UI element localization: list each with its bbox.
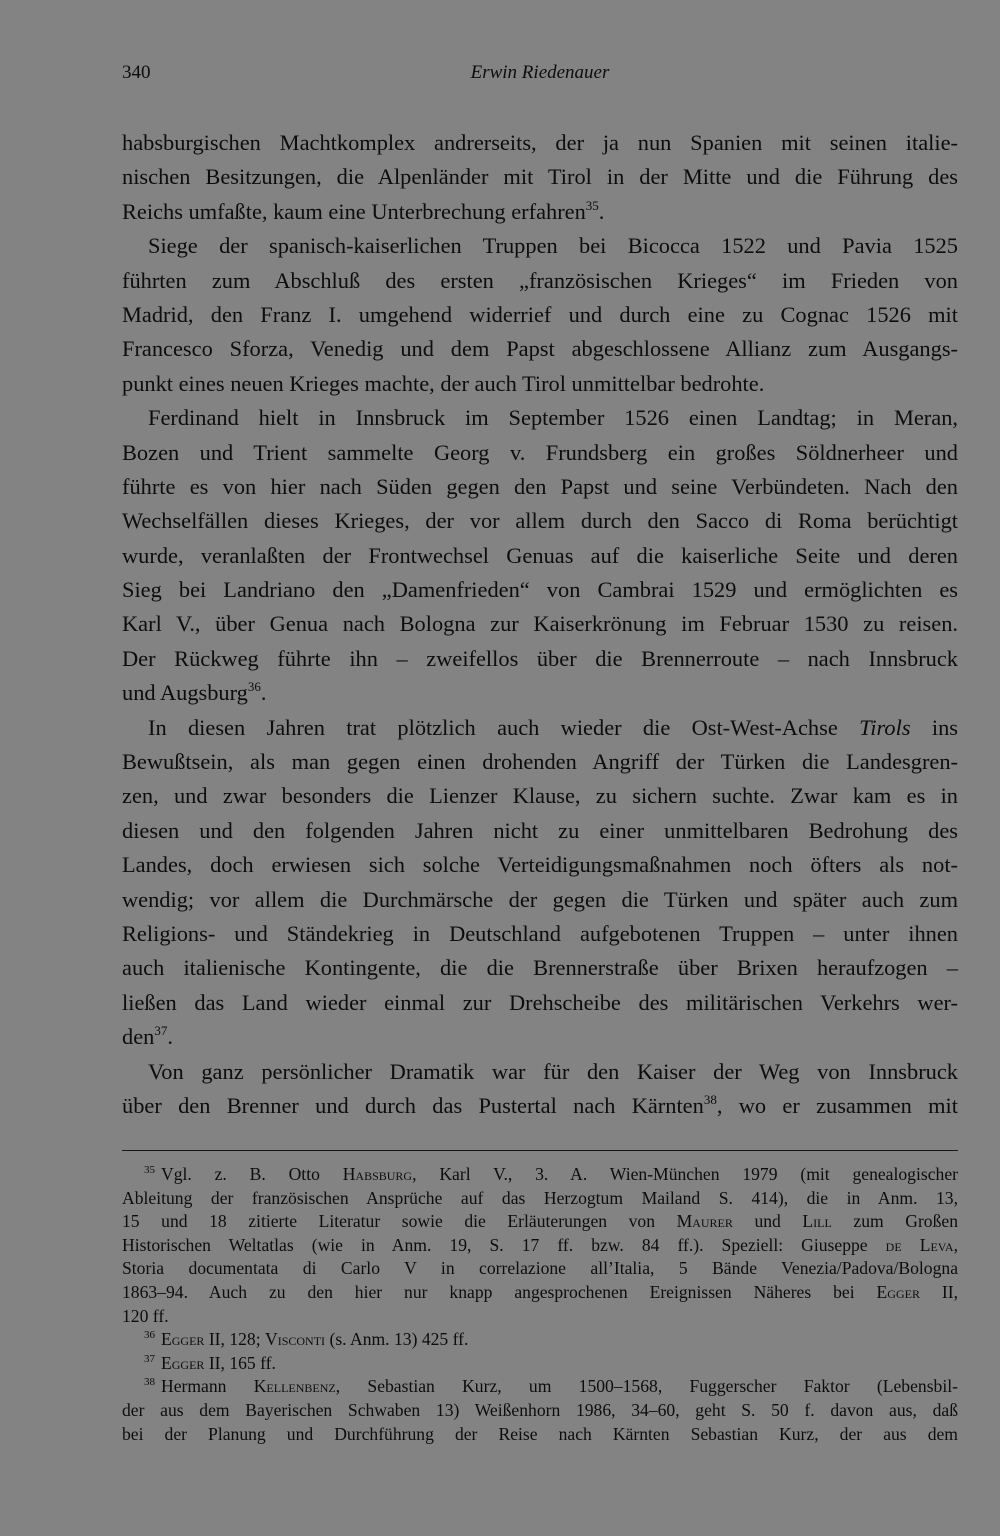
text-line: punkt eines neuen Krieges machte, der auch Tirol unmittelbar bedrohte. [122, 370, 765, 396]
footnote-line: Historischen Weltatlas (wie in Anm. 19, S. 17 ff. bzw. 84 ff.). Speziell: Giuseppe de Leva, [122, 1234, 958, 1255]
text-line: wendig; vor allem die Durchmärsche der gegen die Türken und später auch zum [122, 886, 958, 912]
text-line: zen, und zwar besonders die Lienzer Klause, zu sichern suchte. Zwar kam es in [122, 783, 958, 809]
footnote-35: $^{35}$ Vgl. z. B. Otto Habsburg, Karl V., 3. A. Wien-München 1979 (mit genealogischer [144, 1164, 958, 1184]
text-line: Francesco Sforza, Venedig und dem Papst abgeschlossene Allianz zum Ausgangs- [122, 336, 958, 362]
footnote-line: 1863–94. Auch zu den hier nur knapp angesprochenen Ereignissen Näheres bei Egger II, [122, 1281, 959, 1302]
footnotes [122, 1163, 958, 1446]
text-line: auch italienische Kontingente, die die Brennerstraße über Brixen heraufzogen – [122, 955, 958, 981]
text-line: Reichs umfaßte, kaum eine Unterbrechung erfahren$^{35}$. [122, 197, 605, 224]
footnote-divider [122, 1150, 958, 1151]
main-text [122, 126, 958, 1123]
text-line: und Augsburg$^{36}$. [122, 679, 267, 706]
page-number: 340 [122, 62, 151, 83]
text-line: Von ganz persönlicher Dramatik war für den Kaiser der Weg von Innsbruck [148, 1058, 958, 1084]
text-line: Landes, doch erwiesen sich solche Verteidigungsmaßnahmen noch öfters als not- [122, 852, 958, 878]
footnote-ref[interactable]: 36 [247, 679, 261, 695]
footnote-ref[interactable]: 38 [703, 1091, 717, 1107]
text-line: Der Rückweg führte ihn – zweifellos über die Brennerroute – nach Innsbruck [122, 645, 958, 671]
text-line: Sieg bei Landriano den „Damenfrieden“ von Cambrai 1529 und ermöglichten es [122, 577, 958, 603]
footnote-line: bei der Planung und Durchführung der Reise nach Kärnten Sebastian Kurz, der aus dem [122, 1423, 958, 1444]
text-line: Siege der spanisch-kaiserlichen Truppen bei Bicocca 1522 und Pavia 1525 [148, 233, 958, 259]
text-line: führte es von hier nach Süden gegen den Papst und seine Verbündeten. Nach den [122, 473, 958, 499]
text-line: Bozen und Trient sammelte Georg v. Frundsberg ein großes Söldnerheer und [122, 439, 958, 465]
text-line: über den Brenner und durch das Pustertal nach Kärnten$^{38}$, wo er zusammen mit [122, 1091, 958, 1118]
text-line: Karl V., über Genua nach Bologna zur Kaiserkrönung im Februar 1530 zu reisen. [122, 611, 958, 637]
text-line: führten zum Abschluß des ersten „französischen Krieges“ im Frieden von [122, 267, 958, 293]
text-line: Bewußtsein, als man gegen einen drohenden Angriff der Türken die Landesgren- [122, 749, 958, 775]
running-header [122, 62, 958, 92]
text-line: ließen das Land wieder einmal zur Drehscheibe des militärischen Verkehrs wer- [122, 989, 958, 1015]
text-line: Madrid, den Franz I. umgehend widerrief und durch eine zu Cognac 1526 mit [122, 301, 958, 327]
text-line: In diesen Jahren trat plötzlich auch wieder die Ost-West-Achse Tirols ins [148, 714, 958, 740]
footnote-line: Ableitung der französischen Ansprüche auf das Herzogtum Mailand S. 414), die in Anm. 13, [122, 1187, 958, 1208]
text-line: den$^{37}$. [122, 1023, 173, 1050]
text-line: wurde, veranlaßten der Frontwechsel Genuas auf die kaiserliche Seite und deren [122, 542, 958, 568]
running-head-author: Erwin Riedenauer [470, 62, 610, 83]
footnote-line: 120 ff. [122, 1305, 169, 1326]
footnote-ref[interactable]: 35 [585, 197, 599, 213]
text-line: Wechselfällen dieses Krieges, der vor allem durch den Sacco di Roma berüchtigt [122, 508, 958, 534]
text-line: habsburgischen Machtkomplex andrerseits, der ja nun Spanien mit seinen italie- [122, 130, 958, 155]
text-line: Ferdinand hielt in Innsbruck im September 1526 einen Landtag; in Meran, [148, 405, 958, 431]
footnote-line: Storia documentata di Carlo V in correlazione all’Italia, 5 Bände Venezia/Padova/Bologna [122, 1258, 958, 1279]
footnote-36: $^{36}$ Egger II, 128; Visconti (s. Anm. 13) 425 ff. [144, 1329, 469, 1350]
text-line: Religions- und Ständekrieg in Deutschland aufgebotenen Truppen – unter ihnen [122, 920, 958, 946]
footnote-line: der aus dem Bayerischen Schwaben 13) Weißenhorn 1986, 34–60, geht S. 50 f. davon aus, daß [122, 1399, 958, 1420]
text-line: diesen und den folgenden Jahren nicht zu einer unmittelbaren Bedrohung des [122, 817, 958, 843]
footnote-ref[interactable]: 37 [154, 1023, 168, 1039]
footnote-37: $^{37}$ Egger II, 165 ff. [144, 1352, 276, 1373]
footnote-line: 15 und 18 zitierte Literatur sowie die Erläuterungen von Maurer und Lill zum Großen [122, 1211, 958, 1232]
footnote-38: $^{38}$ Hermann Kellenbenz, Sebastian Kurz, um 1500–1568, Fuggerscher Faktor (Lebensbil- [144, 1376, 958, 1397]
text-line: nischen Besitzungen, die Alpenländer mit Tirol in der Mitte und die Führung des [122, 164, 958, 190]
